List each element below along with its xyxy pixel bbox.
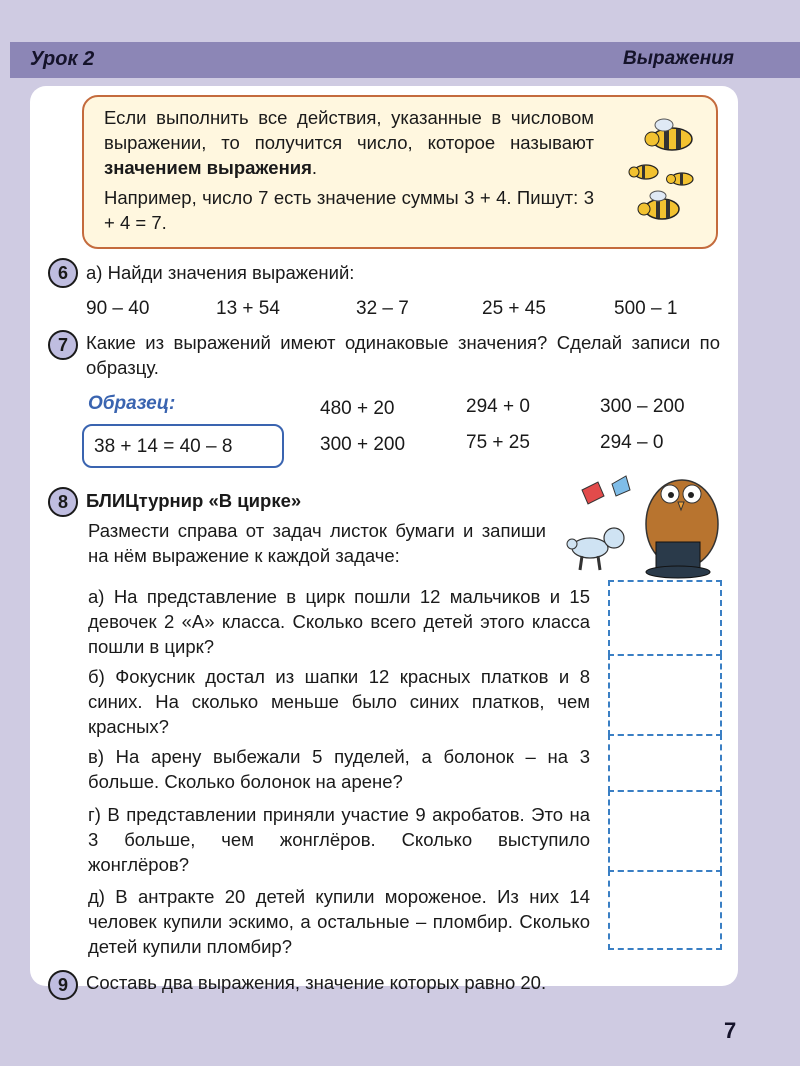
- bee-icon: [638, 191, 679, 219]
- answer-box[interactable]: [608, 790, 722, 872]
- exercise-8-intro: Размести справа от задач листок бумаги и запиши на нём выражение к каждой задаче:: [88, 520, 546, 566]
- expression: 480 + 20: [320, 398, 395, 419]
- answer-sheet: [608, 580, 720, 950]
- sample-expression: 38 + 14 = 40 – 8: [94, 436, 233, 457]
- answer-box[interactable]: [608, 870, 722, 950]
- exercise-number: 7: [48, 330, 78, 360]
- exercise-8-title: БЛИЦтурнир «В цирке»: [86, 490, 302, 511]
- lesson-title: Урок 2: [30, 48, 95, 70]
- task-a: а) На представление в цирк пошли 12 мальчиков и 15 девочек 2 «А» класса. Сколько всего детей этого класса пошли в цирк?: [88, 586, 590, 657]
- sample-box: [82, 424, 284, 468]
- page-header: [10, 42, 800, 78]
- expression: 300 + 200: [320, 434, 406, 455]
- answer-box[interactable]: [608, 580, 722, 656]
- exercise-7-text: Какие из выражений имеют одинаковые значения? Сделай записи по образцу.: [86, 332, 720, 378]
- answer-box[interactable]: [608, 654, 722, 736]
- rule-definition: Если выполнить все действия, указанные в числовом выражении, то получится число, которое называют значением выражения.: [104, 107, 594, 178]
- magician-owl-illustration: [560, 472, 730, 582]
- expression: 13 + 54: [216, 298, 280, 319]
- top-hat-icon: [646, 542, 710, 578]
- handkerchief-icon: [582, 476, 630, 504]
- rule-example: Например, число 7 есть значение суммы 3 + 4. Пишут: 3 + 4 = 7.: [104, 187, 594, 233]
- expression: 25 + 45: [482, 298, 546, 319]
- rule-box: [82, 95, 718, 249]
- task-c: в) На арену выбежали 5 пуделей, а болонок – на 3 больше. Сколько болонок на арене?: [88, 746, 590, 792]
- answer-box[interactable]: [608, 734, 722, 792]
- sample-label: Образец:: [88, 393, 176, 414]
- expression: 294 – 0: [600, 432, 664, 453]
- rule-term: значением выражения: [104, 157, 312, 178]
- expression: 294 + 0: [466, 396, 530, 417]
- expression: 90 – 40: [86, 298, 150, 319]
- exercise-6-text: а) Найди значения выражений:: [86, 262, 355, 283]
- exercise-9-text: Составь два выражения, значение которых равно 20.: [86, 972, 547, 993]
- bee-icon: [667, 173, 694, 185]
- poodle-icon: [567, 528, 624, 570]
- expression: 500 – 1: [614, 298, 678, 319]
- expression: 75 + 25: [466, 432, 530, 453]
- bee-icon: [645, 119, 692, 150]
- topic-title: Выражения: [623, 48, 734, 69]
- bee-icon: [629, 165, 658, 179]
- exercise-number: 8: [48, 487, 78, 517]
- task-e: д) В антракте 20 детей купили мороженое. Из них 14 человек купили эскимо, а остальные – пломбир. Сколько детей купили пломбир?: [88, 886, 590, 957]
- exercise-number: 6: [48, 258, 78, 288]
- task-b: б) Фокусник достал из шапки 12 красных платков и 8 синих. На сколько меньше было синих платков, чем красных?: [88, 666, 590, 737]
- bees-illustration: [624, 117, 704, 227]
- task-d: г) В представлении приняли участие 9 акробатов. Это на 3 больше, чем жонглёров. Сколько выступило жонглёров?: [88, 804, 590, 875]
- expression: 32 – 7: [356, 298, 409, 319]
- page-number: 7: [724, 1018, 737, 1043]
- expression: 300 – 200: [600, 396, 685, 417]
- exercise-number: 9: [48, 970, 78, 1000]
